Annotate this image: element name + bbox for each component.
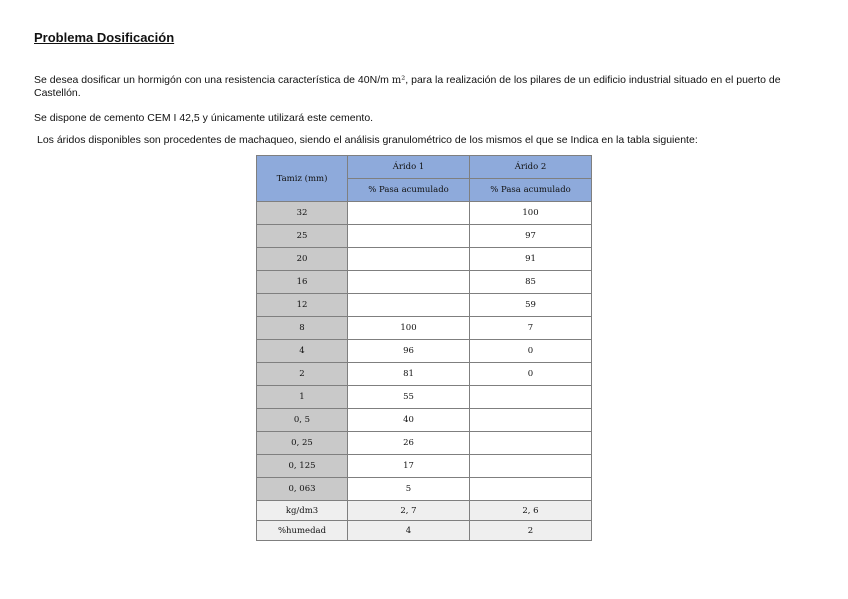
arido-1-cell: 4 [348,521,470,541]
arido-1-cell: 40 [348,409,470,432]
arido-1-cell: 26 [348,432,470,455]
header-arido-1-subtitle: % Pasa acumulado [348,179,470,202]
arido-1-cell: 100 [348,317,470,340]
arido-2-cell [470,432,592,455]
table-row [257,521,592,541]
arido-1-cell [348,294,470,317]
sieve-cell: 0, 063 [257,478,348,501]
arido-1-cell [348,271,470,294]
table-row [257,202,592,225]
arido-2-cell [470,386,592,409]
sieve-cell: 2 [257,363,348,386]
header-sieve: Tamiz (mm) [257,156,348,202]
arido-1-cell: 5 [348,478,470,501]
table-body [257,202,592,541]
granulometry-table [256,155,592,541]
arido-2-cell: 7 [470,317,592,340]
arido-1-cell: 96 [348,340,470,363]
arido-1-cell [348,202,470,225]
intro-p1-after: , para la realización de los pilares de un edificio industrial situado en el puerto de Castellón. [34,74,781,99]
table-row [257,317,592,340]
arido-1-cell [348,248,470,271]
sieve-cell: 12 [257,294,348,317]
sieve-cell: 32 [257,202,348,225]
arido-1-cell: 81 [348,363,470,386]
arido-2-cell: 2, 6 [470,501,592,521]
table-row [257,455,592,478]
arido-2-cell: 0 [470,363,592,386]
property-label-cell: kg/dm3 [257,501,348,521]
table-row [257,409,592,432]
sieve-cell: 25 [257,225,348,248]
sieve-cell: 0, 5 [257,409,348,432]
table-row [257,478,592,501]
sieve-cell: 4 [257,340,348,363]
arido-2-cell: 2 [470,521,592,541]
intro-p1-unit: m² [391,75,406,86]
property-label-cell: %humedad [257,521,348,541]
header-arido-2-subtitle: % Pasa acumulado [470,179,592,202]
sieve-cell: 0, 25 [257,432,348,455]
table-row [257,248,592,271]
arido-2-cell: 0 [470,340,592,363]
arido-2-cell [470,455,592,478]
table-row [257,386,592,409]
sieve-cell: 16 [257,271,348,294]
header-arido-1: Árido 1 [348,156,470,179]
intro-paragraph-3: Los áridos disponibles son procedentes de machaqueo, siendo el análisis granulométrico de los mismos el que se Indica en la tabla siguiente: [37,134,698,146]
table-row [257,225,592,248]
table-header-row-top [257,156,592,179]
table-row [257,363,592,386]
table-row [257,340,592,363]
intro-paragraph-2: Se dispone de cemento CEM I 42,5 y únicamente utilizará este cemento. [34,112,374,124]
arido-2-cell [470,409,592,432]
table-row [257,294,592,317]
sieve-cell: 8 [257,317,348,340]
arido-2-cell: 91 [470,248,592,271]
arido-2-cell: 85 [470,271,592,294]
intro-paragraph-1 [34,74,819,99]
arido-2-cell: 100 [470,202,592,225]
table-row [257,271,592,294]
header-arido-2: Árido 2 [470,156,592,179]
table-row [257,501,592,521]
sieve-cell: 0, 125 [257,455,348,478]
arido-1-cell: 55 [348,386,470,409]
sieve-cell: 1 [257,386,348,409]
document-title: Problema Dosificación [34,30,175,45]
arido-1-cell: 2, 7 [348,501,470,521]
intro-p1-before: Se desea dosificar un hormigón con una resistencia característica de 40N/m [34,74,392,86]
arido-2-cell: 59 [470,294,592,317]
arido-1-cell [348,225,470,248]
arido-2-cell: 97 [470,225,592,248]
arido-1-cell: 17 [348,455,470,478]
table-row [257,432,592,455]
sieve-cell: 20 [257,248,348,271]
arido-2-cell [470,478,592,501]
